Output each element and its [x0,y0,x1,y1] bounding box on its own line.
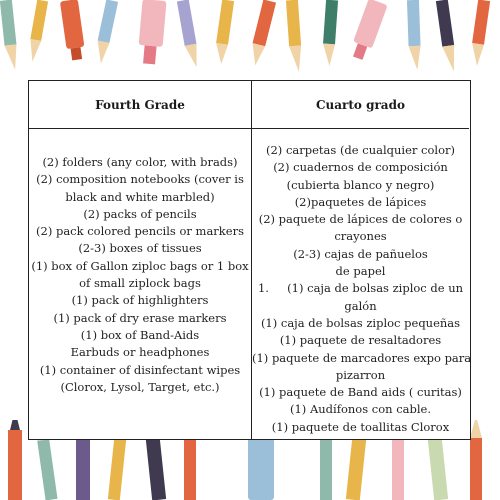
list-item: (2-3) boxes of tissues [78,241,202,256]
list-item: (2-3) cajas de pañuelos [293,246,428,261]
pencil-icon [27,0,49,63]
list-item: (1) caja de bolsas ziploc pequeñas [260,315,461,330]
list-item: (Clorox, Lysol, Target, etc.) [60,379,220,394]
list-item: pizarron [335,367,386,382]
english-supply-list [29,154,251,396]
pencil-icon [322,0,339,66]
pencil-icon [286,0,303,72]
fourth-grade-column [29,81,252,439]
list-item: crayones [334,229,387,244]
list-item: black and white marbled) [65,189,215,204]
list-item: (1) pack of highlighters [71,293,209,308]
list-item: of small ziplock bags [79,276,201,291]
pencil-icon [470,420,482,500]
spanish-supply-list [252,142,472,436]
list-item: (1) paquete de toallitas Clorox [271,419,450,434]
list-item: (2) folders (any color, with brads) [42,155,238,169]
marker-icon [60,0,85,60]
list-item: (2) paquete de lápices de colores o [258,212,463,227]
list-item: (2) carpetas (de cualquier color) [266,143,455,157]
supply-list-table [28,80,471,440]
pencil-icon [0,0,19,70]
pencil-icon [93,0,118,65]
list-item: galón [344,298,377,313]
list-item: (1) box of Gallon ziploc bags or 1 box [31,258,249,273]
pencil-icon [247,0,276,67]
pencil-icon [213,0,234,65]
pencil-icon [8,420,22,500]
pencils-border-top-illustration [0,0,500,80]
pencil-icon [436,0,458,72]
pencil-icon [177,0,201,68]
list-item: (1) box of Band-Aids [80,327,200,342]
list-item: (1) paquete de marcadores expo para [252,350,472,365]
list-item: 1. (1) caja de bolsas ziploc de un [257,281,464,296]
list-item: (cubierta blanco y negro) [286,177,435,192]
column-header-english: Fourth Grade [29,81,251,129]
list-item: (2) composition notebooks (cover is [36,172,244,187]
list-item: (1) Audífonos con cable. [290,402,431,417]
pencil-icon [407,0,421,70]
list-item: (2) pack colored pencils or markers [36,224,244,239]
marker-icon [353,0,388,60]
list-item: (2) packs of pencils [83,206,197,221]
list-item: (2)paquetes de lápices [294,194,427,209]
list-item: (1) pack of dry erase markers [53,310,227,325]
list-item: (1) container of disinfectant wipes [39,362,241,377]
pencil-icon [469,0,490,66]
column-header-spanish: Cuarto grado [252,81,469,129]
list-item: Earbuds or headphones [70,345,210,360]
marker-icon [139,0,167,64]
list-item: (2) cuadernos de composición [273,160,448,175]
list-item: de papel [335,264,386,279]
cuarto-grado-column [252,81,472,439]
list-item: (1) paquete de resaltadores [279,333,442,348]
list-item: (1) paquete de Band aids ( curitas) [259,385,462,400]
